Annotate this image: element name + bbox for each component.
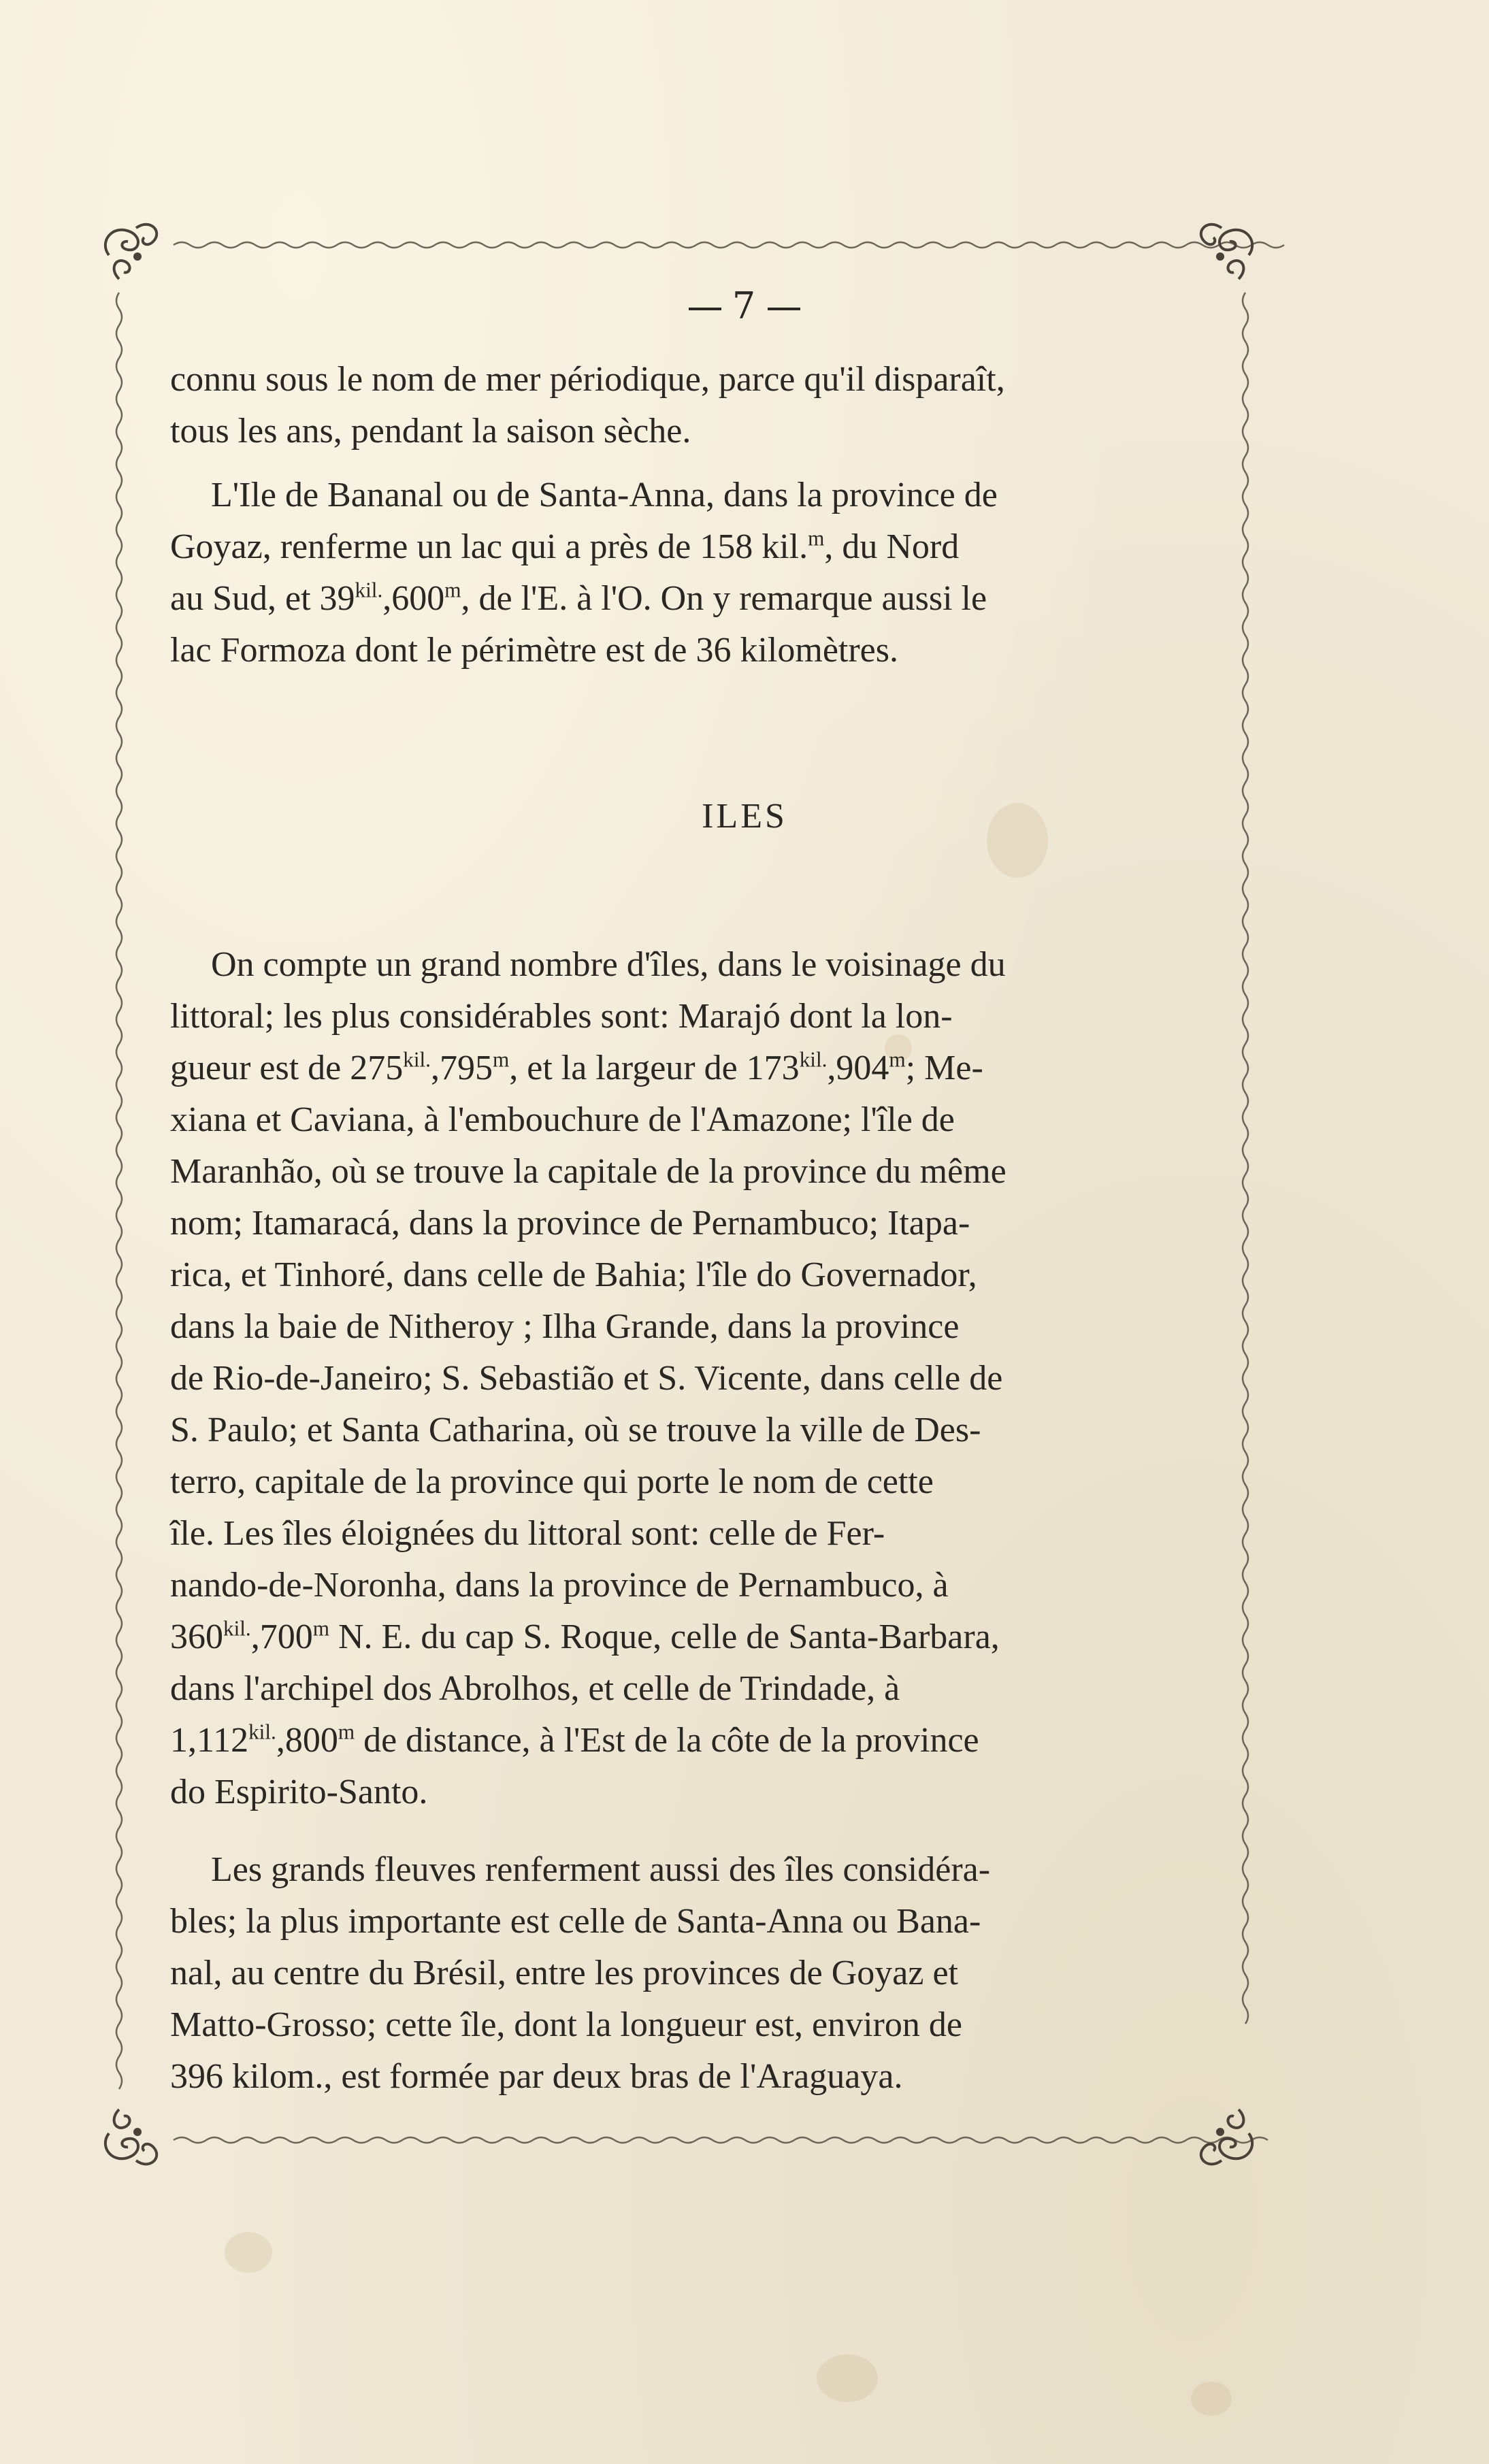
text-line: [170, 1042, 1194, 1094]
frame-right-border: [1243, 293, 1248, 2024]
text-run: ,904: [827, 1049, 889, 1087]
ornament-corner-icon: [1188, 214, 1262, 289]
page-number-value: 7: [732, 284, 757, 327]
text-run: ; Me-: [905, 1049, 983, 1087]
text-line: L'Ile de Bananal ou de Santa-Anna, dans la province de: [211, 476, 998, 514]
superscript: m: [444, 578, 461, 602]
text-run: 1,112: [170, 1721, 249, 1760]
text-run: , et la largeur de 173: [509, 1049, 800, 1087]
ornament-corner-icon: [95, 214, 170, 289]
superscript: m: [338, 1720, 355, 1744]
superscript: kil.: [403, 1047, 431, 1072]
text-line: do Espirito-Santo.: [170, 1773, 428, 1811]
text-line: 396 kilom., est formée par deux bras de l'Araguaya.: [170, 2057, 903, 2096]
ornament-corner-icon: [1188, 2099, 1262, 2174]
text-line: dans la baie de Nitheroy ; Ilha Grande, dans la province: [170, 1307, 960, 1346]
dash-right: [768, 308, 800, 310]
text-line: bles; la plus importante est celle de Santa-Anna ou Bana-: [170, 1902, 981, 1941]
text-run: , du Nord: [824, 527, 960, 566]
text-line: S. Paulo; et Santa Catharina, où se trouve la ville de Des-: [170, 1411, 981, 1449]
paragraph-1: [170, 354, 1194, 457]
superscript: kil.: [248, 1720, 276, 1744]
text-line: [170, 573, 1194, 625]
superscript: m: [808, 526, 825, 551]
text-run: de distance, à l'Est de la côte de la province: [355, 1721, 979, 1760]
superscript: m: [492, 1047, 510, 1072]
text-line: Les grands fleuves renferment aussi des îles considéra-: [211, 1850, 991, 1889]
text-line: île. Les îles éloignées du littoral sont: celle de Fer-: [170, 1514, 885, 1553]
page-number: [0, 284, 1489, 327]
text-line: rica, et Tinhoré, dans celle de Bahia; l'île do Governador,: [170, 1255, 977, 1294]
text-line: dans l'archipel dos Abrolhos, et celle de Trindade, à: [170, 1669, 900, 1708]
paragraph-3: [170, 939, 1194, 1818]
text-line: On compte un grand nombre d'îles, dans le voisinage du: [211, 945, 1006, 984]
frame-top-border: [174, 242, 1284, 248]
paragraph-4: [170, 1844, 1194, 2103]
text-run: 360: [170, 1617, 223, 1656]
text-line: connu sous le nom de mer périodique, parce qu'il disparaît,: [170, 360, 1005, 399]
superscript: m: [312, 1616, 329, 1641]
text-run: , de l'E. à l'O. On y remarque aussi le: [461, 579, 987, 618]
text-line: de Rio-de-Janeiro; S. Sebastião et S. Vicente, dans celle de: [170, 1359, 1003, 1398]
text-line: Matto-Grosso; cette île, dont la longueur est, environ de: [170, 2005, 962, 2044]
text-line: Maranhão, où se trouve la capitale de la province du même: [170, 1152, 1007, 1191]
section-heading: ILES: [702, 797, 787, 836]
paragraph-2: [170, 470, 1194, 676]
text-run: Goyaz, renferme un lac qui a près de 158 kil.: [170, 527, 808, 566]
text-line: [170, 1715, 1194, 1767]
text-line: nom; Itamaracá, dans la province de Pernambuco; Itapa-: [170, 1204, 970, 1243]
superscript: kil.: [223, 1616, 251, 1641]
text-line: lac Formoza dont le périmètre est de 36 kilomètres.: [170, 631, 898, 670]
frame-bottom-border: [174, 2137, 1268, 2143]
text-run: ,800: [276, 1721, 338, 1760]
dash-left: [689, 308, 721, 310]
superscript: kil.: [799, 1047, 828, 1072]
text-line: [170, 521, 1194, 573]
text-line: terro, capitale de la province qui porte le nom de cette: [170, 1462, 934, 1501]
text-line: tous les ans, pendant la saison sèche.: [170, 412, 691, 450]
text-run: ,795: [430, 1049, 493, 1087]
text-run: gueur est de 275: [170, 1049, 404, 1087]
text-line: littoral; les plus considérables sont: Marajó dont la lon-: [170, 997, 953, 1036]
text-run: au Sud, et 39: [170, 579, 355, 618]
text-run: ,700: [250, 1617, 313, 1656]
text-line: xiana et Caviana, à l'embouchure de l'Amazone; l'île de: [170, 1100, 955, 1139]
text-run: ,600: [382, 579, 445, 618]
text-line: nal, au centre du Brésil, entre les provinces de Goyaz et: [170, 1954, 958, 1992]
frame-left-border: [116, 293, 122, 2089]
text-run: N. E. du cap S. Roque, celle de Santa-Barbara,: [329, 1617, 1000, 1656]
ornament-corner-icon: [95, 2099, 170, 2174]
superscript: kil.: [355, 578, 383, 602]
text-line: [170, 1611, 1194, 1663]
text-line: nando-de-Noronha, dans la province de Pernambuco, à: [170, 1566, 949, 1605]
superscript: m: [889, 1047, 906, 1072]
